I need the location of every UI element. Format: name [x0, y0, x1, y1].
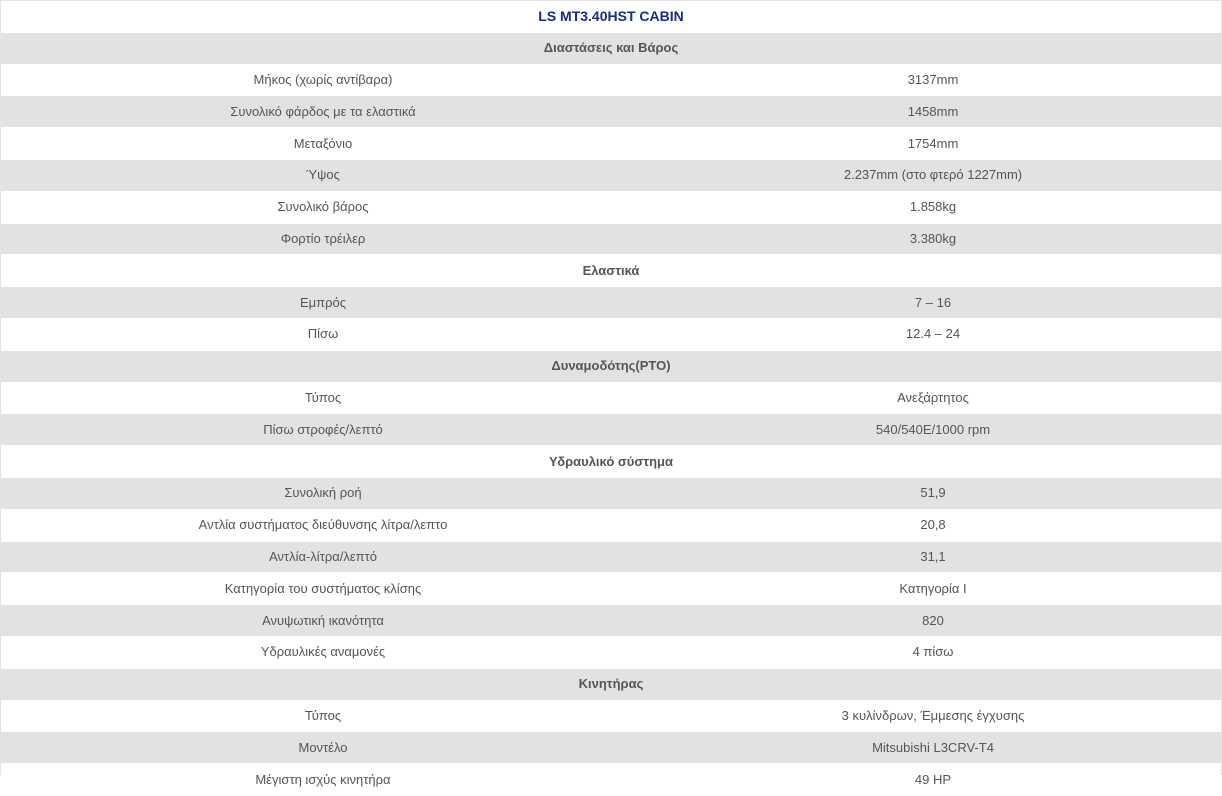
table-row	[1, 700, 1221, 732]
spec-label: Μοντέλο	[1, 732, 645, 764]
spec-value: 20,8	[645, 509, 1221, 541]
section-heading: Δυναμοδότης(PTO)	[1, 350, 1221, 382]
title-row	[1, 1, 1221, 32]
table-row	[1, 477, 1221, 509]
section-header-row	[1, 255, 1221, 287]
spec-value: Mitsubishi L3CRV-T4	[645, 732, 1221, 764]
table-row	[1, 159, 1221, 191]
spec-value: 540/540E/1000 rpm	[645, 414, 1221, 446]
spec-value: 51,9	[645, 477, 1221, 509]
spec-label: Φορτίο τρέιλερ	[1, 223, 645, 255]
spec-value: 2.237mm (στο φτερό 1227mm)	[645, 159, 1221, 191]
table-row	[1, 382, 1221, 414]
spec-value: 1.858kg	[645, 191, 1221, 223]
table-row	[1, 764, 1221, 796]
spec-label: Ανυψωτική ικανότητα	[1, 605, 645, 637]
spec-label: Μέγιστη ισχύς κινητήρα	[1, 764, 645, 796]
section-header-row	[1, 446, 1221, 478]
spec-value: 1458mm	[645, 96, 1221, 128]
section-header-row	[1, 668, 1221, 700]
spec-label: Τύπος	[1, 382, 645, 414]
table-row	[1, 223, 1221, 255]
section-heading: Υδραυλικό σύστημα	[1, 446, 1221, 478]
table-row	[1, 287, 1221, 319]
table-title: LS MT3.40HST CABIN	[1, 1, 1221, 32]
section-header-row	[1, 350, 1221, 382]
spec-table-body	[1, 1, 1221, 795]
table-row	[1, 541, 1221, 573]
spec-value: 7 – 16	[645, 287, 1221, 319]
spec-value: Κατηγορία Ι	[645, 573, 1221, 605]
spec-value: 1754mm	[645, 128, 1221, 160]
spec-value: 3.380kg	[645, 223, 1221, 255]
spec-label: Αντλία συστήματος διεύθυνσης λίτρα/λεπτο	[1, 509, 645, 541]
spec-value: Ανεξάρτητος	[645, 382, 1221, 414]
spec-label: Ύψος	[1, 159, 645, 191]
table-row	[1, 96, 1221, 128]
spec-value: 3137mm	[645, 64, 1221, 96]
spec-value: 31,1	[645, 541, 1221, 573]
table-row	[1, 732, 1221, 764]
section-heading: Διαστάσεις και Βάρος	[1, 32, 1221, 64]
spec-table	[1, 1, 1221, 796]
spec-value: 820	[645, 605, 1221, 637]
table-row	[1, 318, 1221, 350]
spec-label: Εμπρός	[1, 287, 645, 319]
table-row	[1, 605, 1221, 637]
table-row	[1, 573, 1221, 605]
section-header-row	[1, 32, 1221, 64]
spec-label: Συνολικό φάρδος με τα ελαστικά	[1, 96, 645, 128]
table-row	[1, 509, 1221, 541]
spec-label: Μεταξόνιο	[1, 128, 645, 160]
spec-label: Υδραυλικές αναμονές	[1, 636, 645, 668]
spec-label: Πίσω στροφές/λεπτό	[1, 414, 645, 446]
spec-label: Μήκος (χωρίς αντίβαρα)	[1, 64, 645, 96]
spec-value: 12.4 – 24	[645, 318, 1221, 350]
section-heading: Κινητήρας	[1, 668, 1221, 700]
table-row	[1, 191, 1221, 223]
section-heading: Ελαστικά	[1, 255, 1221, 287]
spec-value: 3 κυλίνδρων, Έμμεσης έγχυσης	[645, 700, 1221, 732]
table-row	[1, 414, 1221, 446]
table-row	[1, 64, 1221, 96]
spec-value: 49 HP	[645, 764, 1221, 796]
spec-value: 4 πίσω	[645, 636, 1221, 668]
spec-label: Κατηγορία του συστήματος κλίσης	[1, 573, 645, 605]
spec-label: Συνολική ροή	[1, 477, 645, 509]
table-row	[1, 636, 1221, 668]
spec-label: Αντλία-λίτρα/λεπτό	[1, 541, 645, 573]
spec-label: Συνολικό βάρος	[1, 191, 645, 223]
table-row	[1, 128, 1221, 160]
spec-label: Πίσω	[1, 318, 645, 350]
spec-label: Τύπος	[1, 700, 645, 732]
